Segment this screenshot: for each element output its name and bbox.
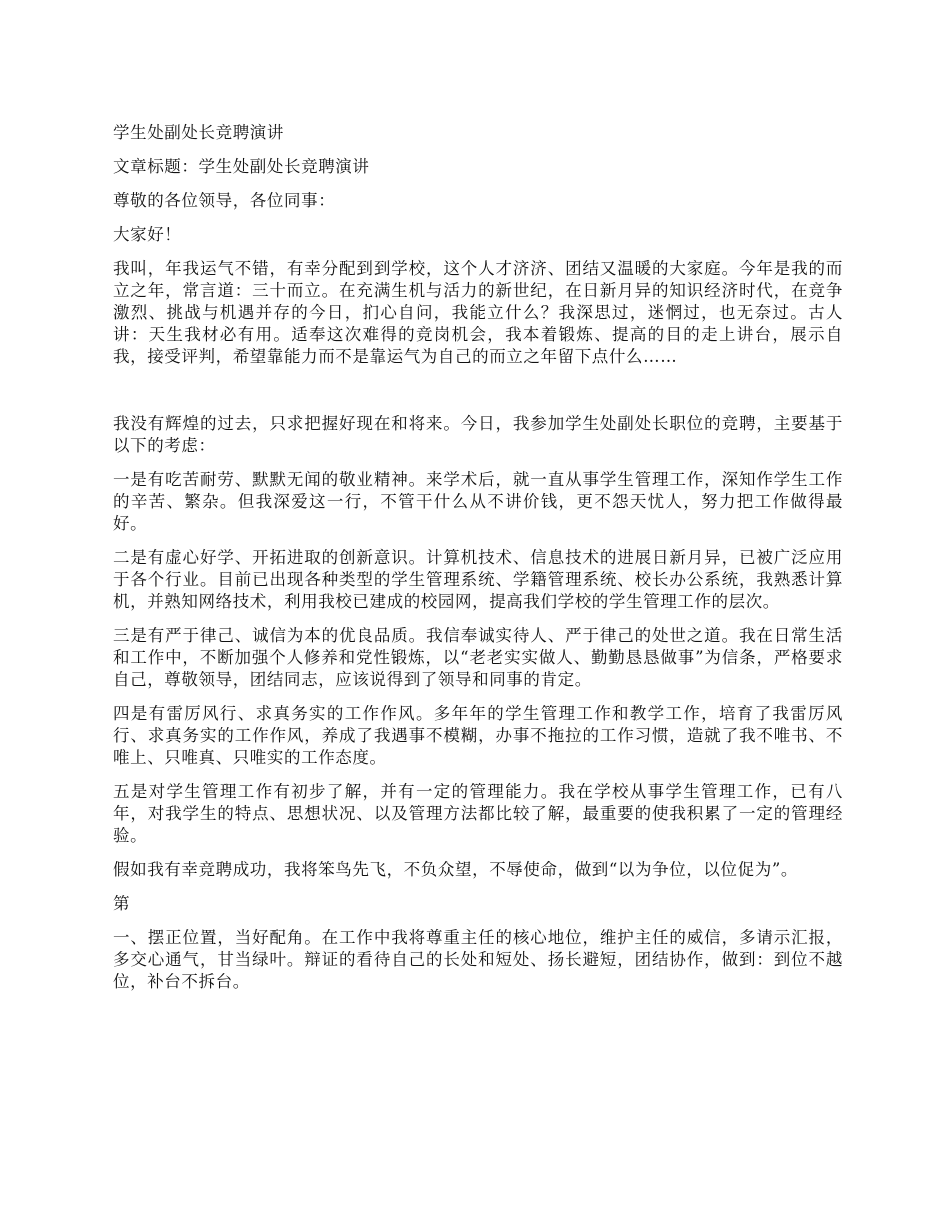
reason-five-paragraph: 五是对学生管理工作有初步了解，并有一定的管理能力。我在学校从事学生管理工作，已有八年，对我学生的特点、思想状况、以及管理方法都比较了解，最重要的使我积累了一定的管理经验。 [113,782,843,845]
reasons-intro-paragraph: 我没有辉煌的过去，只求把握好现在和将来。今日，我参加学生处副处长职位的竞聘，主要基于以下的考虑： [113,414,843,455]
reason-three-paragraph: 三是有严于律己、诚信为本的优良品质。我信奉诚实待人、严于律己的处世之道。我在日常生活和工作中，不断加强个人修养和党性锻炼，以“老老实实做人、勤勤恳恳做事”为信条，严格要求自己，尊敬领导，团结同志，应该说得到了领导和同事的肯定。 [113,626,843,689]
plan-one-paragraph: 一、摆正位置，当好配角。在工作中我将尊重主任的核心地位，维护主任的威信，多请示汇报，多交心通气，甘当绿叶。辩证的看待自己的长处和短处、扬长避短，团结协作，做到：到位不越位，补台不拆台。 [113,928,843,991]
document-title: 学生处副处长竞聘演讲 [113,123,284,142]
section-marker: 第 [113,894,131,913]
paragraph-gap [113,380,843,413]
reason-one-paragraph: 一是有吃苦耐劳、默默无闻的敬业精神。来学术后，就一直从事学生管理工作，深知作学生工作的辛苦、繁杂。但我深爱这一行，不管干什么从不讲价钱，更不怨天忧人，努力把工作做得最好。 [113,470,843,533]
article-title-line: 文章标题：学生处副处长竞聘演讲 [113,157,370,176]
reason-two-paragraph: 二是有虚心好学、开拓进取的创新意识。计算机技术、信息技术的进展日新月异，已被广泛应用于各个行业。目前已出现各种类型的学生管理系统、学籍管理系统、校长办公系统，我熟悉计算机，并熟知网络技术，利用我校已建成的校园网，提高我们学校的学生管理工作的层次。 [113,548,843,611]
pledge-paragraph: 假如我有幸竞聘成功，我将笨鸟先飞，不负众望，不辱使命，做到“以为争位，以位促为”。 [113,860,798,879]
document-page [113,122,843,1005]
intro-paragraph: 我叫，年我运气不错，有幸分配到到学校，这个人才济济、团结又温暖的大家庭。今年是我的而立之年，常言道：三十而立。在充满生机与活力的新世纪，在日新月异的知识经济时代，在竞争激烈、挑战与机遇并存的今日，扪心自问，我能立什么？我深思过，迷惘过，也无奈过。古人讲：天生我材必有用。适奉这次难得的竞岗机会，我本着锻炼、提高的目的走上讲台，展示自我，接受评判，希望靠能力而不是靠运气为自己的而立之年留下点什么…… [113,259,843,366]
greeting: 大家好！ [113,225,182,244]
reason-four-paragraph: 四是有雷厉风行、求真务实的工作作风。多年年的学生管理工作和教学工作，培育了我雷厉风行、求真务实的工作作风，养成了我遇事不模糊，办事不拖拉的工作习惯，造就了我不唯书、不唯上、只唯真、只唯实的工作态度。 [113,704,843,767]
salutation: 尊敬的各位领导，各位同事： [113,191,336,210]
